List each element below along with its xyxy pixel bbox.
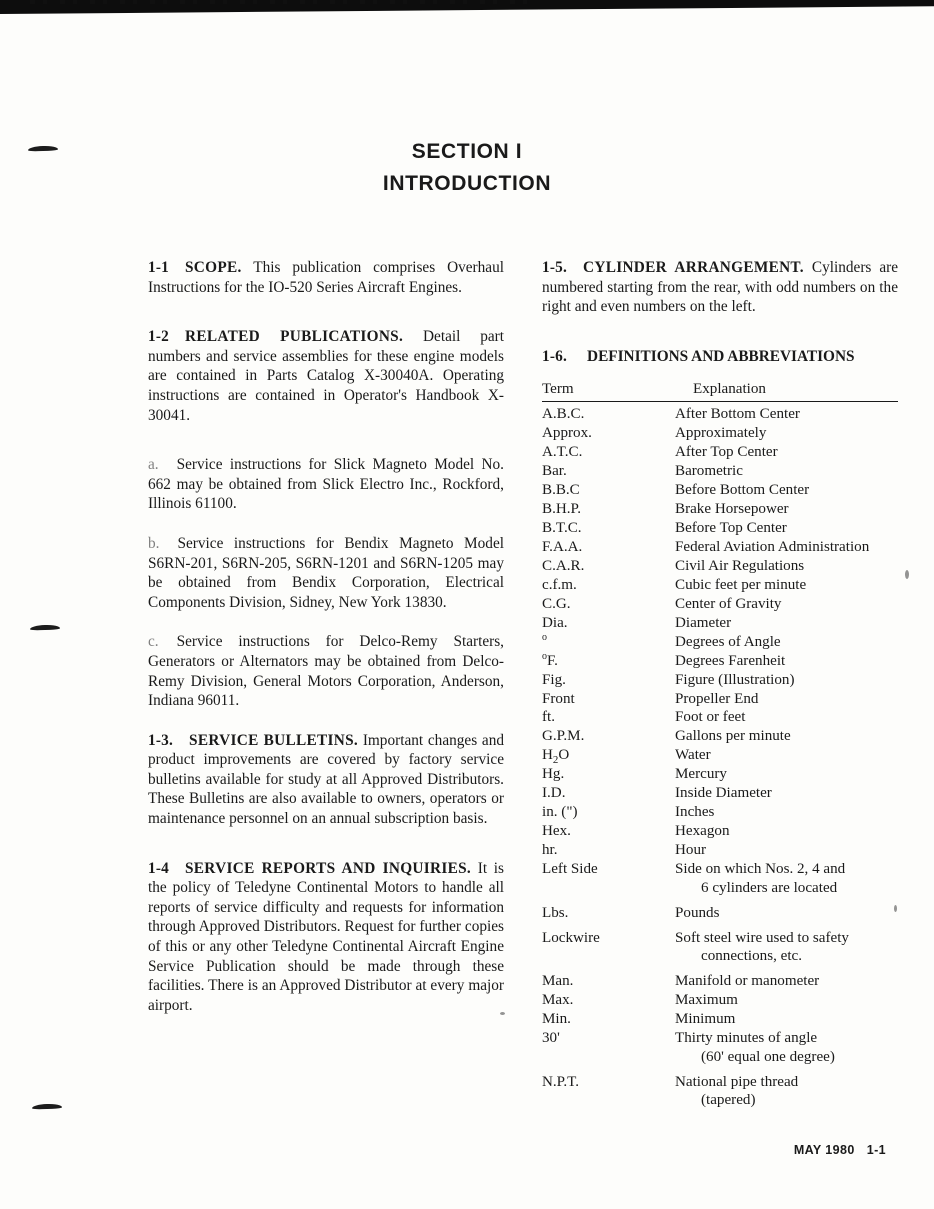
explanation-cell: Figure (Illustration) (675, 671, 795, 688)
explanation-continuation: (60' equal one degree) (701, 1048, 835, 1065)
section-number: 1-3. (148, 731, 174, 749)
explanation-cell: Thirty minutes of angle (60' equal one degree) (675, 1029, 898, 1067)
column-header-term: Term (542, 380, 675, 401)
table-row (542, 538, 898, 557)
term-cell: Max. (542, 992, 574, 1009)
explanation-cell: Mercury (675, 766, 727, 783)
term-cell: F.A.A. (542, 538, 583, 555)
explanation-cell: Propeller End (675, 690, 759, 707)
term-cell: N.P.T. (542, 1073, 580, 1090)
explanation-cell: Hour (675, 842, 707, 859)
explanation-cell: Maximum (675, 992, 738, 1009)
term-cell: C.G. (542, 595, 571, 612)
explanation-cell: Cubic feet per minute (675, 576, 807, 593)
term-cell: G.P.M. (542, 728, 585, 745)
explanation-cell: Before Bottom Center (675, 481, 810, 498)
term-cell: I.D. (542, 785, 566, 802)
section-heading: DEFINITIONS AND ABBREVIATIONS (587, 347, 855, 365)
scan-speck (905, 570, 909, 579)
explanation-cell: Foot or feet (675, 709, 746, 726)
term-cell: B.H.P. (542, 500, 582, 517)
term-cell: Lockwire (542, 929, 600, 946)
sub-item-marker: b. (148, 534, 160, 552)
term-cell: A.B.C. (542, 405, 585, 422)
section-body: Detail part numbers and service assemblies for these engine models are contained in Parts Catalog X-30040A. Operating instructions are contained in Operator's Handbook X-30041. (148, 328, 504, 424)
sub-item-a (148, 455, 504, 514)
term-cell: Dia. (542, 614, 568, 631)
term-cell: Left Side (542, 861, 598, 878)
scan-artifact-speckle (30, 0, 530, 4)
explanation-cell: Approximately (675, 424, 767, 441)
explanation-cell: Center of Gravity (675, 595, 782, 612)
table-row (542, 727, 898, 746)
table-row (542, 841, 898, 860)
explanation-cell: Degrees of Angle (675, 633, 781, 650)
table-row (542, 443, 898, 462)
term-cell: Front (542, 690, 575, 707)
section-1-6 (542, 347, 898, 367)
section-number: 1-5. (542, 259, 568, 276)
table-row (542, 401, 898, 423)
table-row (542, 1010, 898, 1029)
page-title (0, 136, 934, 200)
explanation-cell: Diameter (675, 614, 732, 631)
section-number: 1-2 (148, 328, 169, 346)
term-cell: B.T.C. (542, 519, 582, 536)
table-row (542, 481, 898, 500)
section-heading: SCOPE. (185, 259, 242, 276)
term-cell: c.f.m. (542, 576, 577, 593)
abbreviations-table (542, 380, 898, 1110)
explanation-cell: Degrees Farenheit (675, 652, 786, 669)
section-subtitle-line: INTRODUCTION (382, 172, 552, 195)
term-cell: hr. (542, 842, 558, 859)
section-heading: CYLINDER ARRANGEMENT. (583, 259, 804, 276)
explanation-cell: Side on which Nos. 2, 4 and 6 cylinders are located (675, 860, 898, 898)
section-1-2 (148, 327, 504, 425)
explanation-cell: Soft steel wire used to safety connections, etc. (675, 929, 898, 967)
binder-hole-mark (32, 1103, 62, 1109)
term-cell: Approx. (542, 424, 592, 441)
term-cell: $^o$F. (542, 650, 558, 669)
section-body: It is the policy of Teledyne Continental Motors to handle all reports of service difficulty and requests for information through Approved Distributors. Request for further copies of this or any other Teledyne Continental Aircraft Engine Service Publication should be made through these facilities. There is an Approved Distributor at every major airport. (148, 859, 505, 1014)
footer-page-number: 1-1 (866, 1143, 886, 1157)
table-row (542, 784, 898, 803)
page-footer (794, 1143, 886, 1157)
sub-item-marker: c. (148, 633, 159, 651)
explanation-continuation: 6 cylinders are located (701, 879, 838, 896)
explanation-cell: Brake Horsepower (675, 500, 789, 517)
table-row (542, 822, 898, 841)
table-row (542, 519, 898, 538)
section-title-line: SECTION I (411, 140, 523, 163)
section-heading: SERVICE REPORTS AND INQUIRIES. (185, 859, 472, 877)
abbreviations-table-body (542, 401, 898, 1110)
table-row (542, 972, 898, 991)
table-row (542, 462, 898, 481)
term-cell: o (542, 631, 547, 643)
explanation-continuation: (tapered) (701, 1092, 756, 1109)
table-row (542, 929, 898, 967)
right-column (542, 258, 898, 1110)
table-row (542, 613, 898, 632)
section-number: 1-1 (148, 259, 169, 276)
term-cell: Man. (542, 973, 574, 990)
term-cell: A.T.C. (542, 443, 583, 460)
section-body: This publication comprises Overhaul Instructions for the IO-520 Series Aircraft Engines. (148, 259, 504, 296)
term-cell: Bar. (542, 462, 567, 479)
explanation-cell: Federal Aviation Administration (675, 538, 870, 555)
explanation-cell: Barometric (675, 462, 743, 479)
sub-item-c (148, 632, 504, 710)
section-body: Cylinders are numbered starting from the rear, with odd numbers on the right and even numbers on the left. (542, 259, 898, 316)
section-number: 1-4 (148, 859, 169, 877)
explanation-cell: Minimum (675, 1011, 736, 1028)
table-row (542, 991, 898, 1010)
table-row (542, 746, 898, 765)
table-row (542, 557, 898, 576)
explanation-cell: Water (675, 747, 711, 764)
term-cell: B.B.C (542, 481, 580, 498)
table-row (542, 860, 898, 898)
sub-item-marker: a. (148, 456, 159, 474)
table-row (542, 500, 898, 519)
footer-date: MAY 1980 (793, 1143, 855, 1157)
table-row (542, 1073, 898, 1111)
left-column (148, 258, 504, 1110)
section-body: Important changes and product improvements are covered by factory service bulletins available for study at all Approved Distributors. These Bulletins are also available to owners, operators or maintenance personnel on an annual subscription basis. (148, 731, 505, 828)
table-row (542, 576, 898, 595)
table-row (542, 904, 898, 923)
explanation-cell: After Bottom Center (675, 405, 800, 422)
table-row (542, 651, 898, 670)
table-row (542, 670, 898, 689)
sub-item-body: Service instructions for Slick Magneto Model No. 662 may be obtained from Slick Electro Inc., Rockford, Illinois 61100. (148, 456, 504, 513)
two-column-body (148, 258, 898, 1110)
explanation-cell: After Top Center (675, 443, 778, 460)
explanation-cell: Gallons per minute (675, 728, 791, 745)
sub-item-body: Service instructions for Bendix Magneto Model S6RN-201, S6RN-205, S6RN-1201 and S6RN-1205 may be obtained from Bendix Corporation, Electrical Components Division, Sidney, New York 13830. (148, 534, 504, 611)
term-cell: Fig. (542, 671, 566, 688)
explanation-cell: Inches (675, 804, 715, 821)
term-cell: Hex. (542, 823, 571, 840)
term-cell: 30' (542, 1030, 560, 1047)
term-cell: C.A.R. (542, 557, 585, 574)
explanation-cell: Hexagon (675, 823, 730, 840)
table-row (542, 803, 898, 822)
sub-item-b (148, 534, 504, 612)
column-header-explanation: Explanation (675, 380, 898, 401)
explanation-cell: National pipe thread (tapered) (675, 1073, 898, 1111)
table-header-row (542, 380, 898, 401)
explanation-continuation: connections, etc. (701, 948, 803, 965)
term-cell: Hg. (542, 766, 565, 783)
section-number: 1-6. (542, 347, 568, 365)
explanation-cell: Civil Air Regulations (675, 557, 805, 574)
term-cell: Lbs. (542, 904, 569, 921)
table-row (542, 765, 898, 784)
explanation-cell: Pounds (675, 904, 720, 921)
term-cell: in. (") (542, 804, 578, 821)
explanation-cell: Manifold or manometer (675, 973, 820, 990)
term-cell: $H_2O$ (542, 747, 570, 767)
section-heading: SERVICE BULLETINS. (189, 731, 359, 749)
table-row (542, 594, 898, 613)
sub-item-body: Service instructions for Delco-Remy Starters, Generators or Alternators may be obtained from Delco-Remy Division, General Motors Corporation, Anderson, Indiana 96011. (148, 633, 504, 710)
section-heading: RELATED PUBLICATIONS. (185, 328, 404, 346)
table-row (542, 708, 898, 727)
table-row (542, 1029, 898, 1067)
section-1-4 (148, 859, 504, 1016)
binder-hole-mark (30, 624, 60, 630)
section-1-1 (148, 258, 504, 297)
table-row (542, 689, 898, 708)
term-cell: ft. (542, 709, 555, 726)
section-1-5 (542, 258, 898, 317)
section-1-3 (148, 731, 504, 829)
table-row (542, 632, 898, 651)
table-row (542, 424, 898, 443)
explanation-cell: Before Top Center (675, 519, 787, 536)
explanation-cell: Inside Diameter (675, 785, 772, 802)
term-cell: Min. (542, 1011, 571, 1028)
